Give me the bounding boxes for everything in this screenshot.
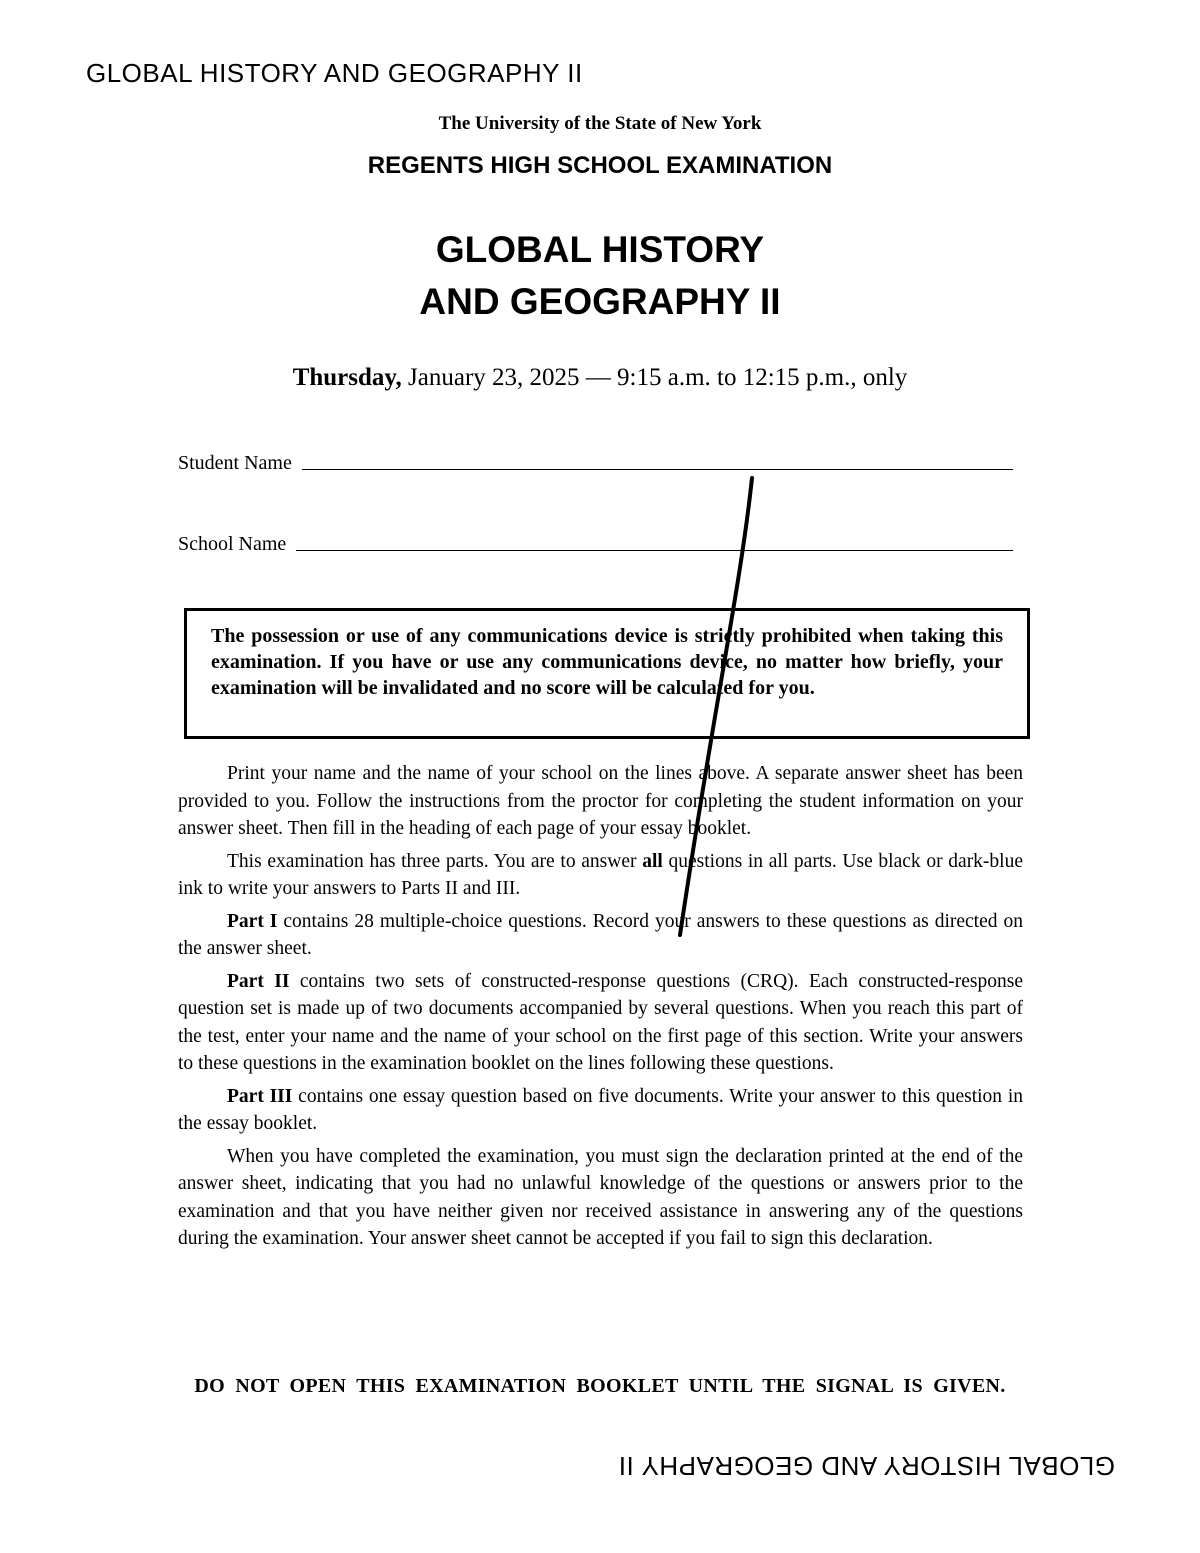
- school-name-line[interactable]: [296, 549, 1013, 551]
- part-label: Part I: [227, 910, 278, 932]
- exam-type: REGENTS HIGH SCHOOL EXAMINATION: [367, 152, 833, 179]
- instruction-text: questions in all parts. Use black or dark-blue ink to write your answers to Parts II and III.: [178, 850, 1024, 899]
- exam-date-rest: January 23, 2025 — 9:15 a.m. to 12:15 p.m., only: [401, 364, 908, 391]
- instruction-text: contains 28 multiple-choice questions. Record your answers to these questions as directed on the answer sheet.: [178, 910, 1023, 959]
- school-name-field[interactable]: [178, 533, 1013, 556]
- student-name-line[interactable]: [302, 468, 1013, 470]
- exam-date-time: [0, 364, 1200, 392]
- university-name: The University of the State of New York: [438, 113, 762, 134]
- page-title: [0, 224, 1200, 328]
- title-line-2: AND GEOGRAPHY II: [419, 281, 781, 322]
- instruction-text: contains one essay question based on five documents. Write your answer to this question in the essay booklet.: [178, 1085, 1024, 1134]
- running-head: GLOBAL HISTORY AND GEOGRAPHY II: [86, 58, 583, 88]
- instruction-paragraph: When you have completed the examination, you must sign the declaration printed at the end of the answer sheet, indicating that you had no unlawful knowledge of the questions or answers prior to the examination and that you have neither given nor received assistance in answering any of the questions during the examination. Your answer sheet cannot be accepted if you fail to sign this declaration.: [178, 1145, 1023, 1249]
- instruction-text: This examination has three parts. You are to answer: [227, 850, 643, 872]
- instruction-paragraph: Print your name and the name of your school on the lines above. A separate answer sheet has been provided to you. Follow the instructions from the proctor for completing the student information on your answer sheet. Then fill in the heading of each page of your essay booklet.: [178, 763, 1023, 839]
- instruction-paragraph: [178, 968, 1023, 1078]
- instructions: [178, 760, 1023, 1258]
- part-label: Part II: [227, 970, 290, 992]
- running-foot-inverted: GLOBAL HISTORY AND GEOGRAPHY II: [618, 1451, 1115, 1481]
- instruction-paragraph: [178, 1083, 1023, 1138]
- student-name-label: Student Name: [178, 452, 292, 474]
- school-name-label: School Name: [178, 533, 287, 555]
- student-name-field[interactable]: [178, 452, 1013, 475]
- instruction-emphasis: all: [642, 850, 663, 872]
- do-not-open-notice: DO NOT OPEN THIS EXAMINATION BOOKLET UNTIL THE SIGNAL IS GIVEN.: [194, 1375, 1006, 1397]
- part-label: Part III: [227, 1085, 293, 1107]
- communications-warning-box: The possession or use of any communications device is strictly prohibited when taking this examination. If you have or use any communications device, no matter how briefly, your examination will be invalidated and no score will be calculated for you.: [184, 608, 1030, 739]
- exam-day: Thursday,: [292, 364, 402, 391]
- instruction-text: contains two sets of constructed-response questions (CRQ). Each constructed-response question set is made up of two documents accompanied by several questions. When you reach this part of the test, enter your name and the name of your school on the first page of this section. Write your answers to these questions in the examination booklet on the lines following these questions.: [178, 970, 1023, 1074]
- instruction-paragraph: [178, 908, 1023, 963]
- title-line-1: GLOBAL HISTORY: [435, 229, 765, 270]
- instruction-paragraph: [178, 848, 1023, 903]
